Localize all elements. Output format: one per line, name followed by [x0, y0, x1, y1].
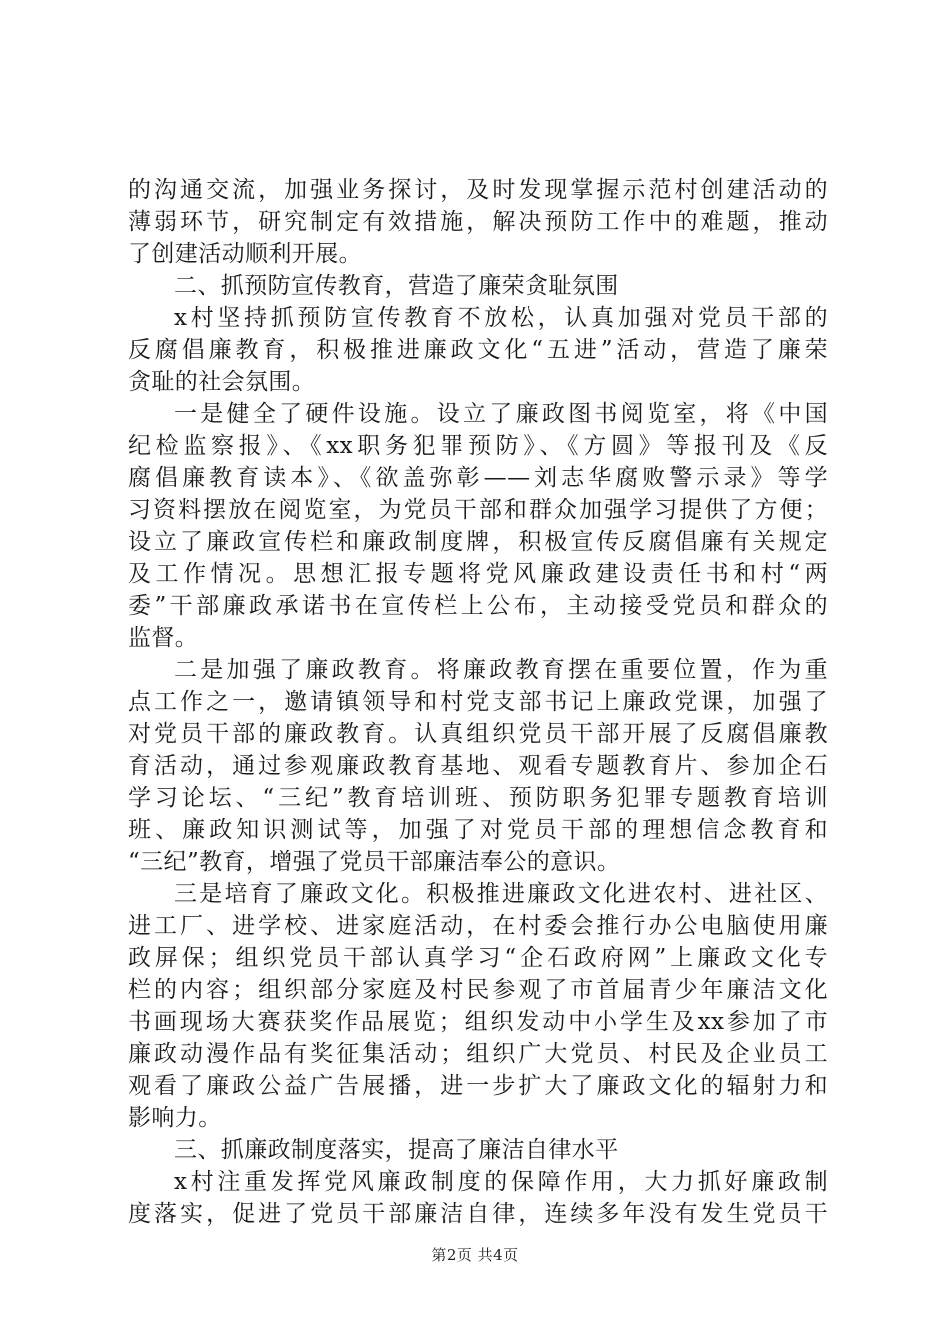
paragraph-line: 三是培育了廉政文化。积极推进廉政文化进农村、进社区、 [174, 881, 828, 907]
paragraph-line: 度落实，促进了党员干部廉洁自律，连续多年没有发生党员干 [128, 1201, 828, 1227]
paragraph-line: 点工作之一，邀请镇领导和村党支部书记上廉政党课，加强了 [128, 689, 828, 715]
paragraph-line: x村坚持抓预防宣传教育不放松，认真加强对党员干部的 [174, 305, 828, 331]
paragraph-line: 贪耻的社会氛围。 [128, 369, 316, 395]
paragraph-line: 学习论坛、“三纪”教育培训班、预防职务犯罪专题教育培训 [128, 785, 828, 811]
paragraph-line: 设立了廉政宣传栏和廉政制度牌，积极宣传反腐倡廉有关规定 [128, 529, 828, 555]
paragraph-line: 书画现场大赛获奖作品展览；组织发动中小学生及xx参加了市 [128, 1009, 828, 1035]
paragraph-line: 二是加强了廉政教育。将廉政教育摆在重要位置，作为重 [174, 657, 828, 683]
page-footer: 第2页 共4页 [431, 1246, 519, 1264]
paragraph-line: 腐倡廉教育读本》、《欲盖弥彰——刘志华腐败警示录》等学 [128, 465, 828, 491]
section-heading: 三、抓廉政制度落实，提高了廉洁自律水平 [174, 1137, 619, 1163]
paragraph-line: 纪检监察报》、《xx职务犯罪预防》、《方圆》等报刊及《反 [128, 433, 828, 459]
paragraph-line: 政屏保；组织党员干部认真学习“企石政府网”上廉政文化专 [128, 945, 828, 971]
paragraph-line: 委”干部廉政承诺书在宣传栏上公布，主动接受党员和群众的 [128, 593, 828, 619]
paragraph-line: 及工作情况。思想汇报专题将党风廉政建设责任书和村“两 [128, 561, 828, 587]
paragraph-line: 育活动，通过参观廉政教育基地、观看专题教育片、参加企石 [128, 753, 828, 779]
paragraph-line: 反腐倡廉教育，积极推进廉政文化“五进”活动，营造了廉荣 [128, 337, 828, 363]
paragraph-line: 的沟通交流，加强业务探讨，及时发现掌握示范村创建活动的 [128, 177, 828, 203]
paragraph-line: 监督。 [128, 625, 199, 651]
paragraph-line: 廉政动漫作品有奖征集活动；组织广大党员、村民及企业员工 [128, 1041, 828, 1067]
section-heading: 二、抓预防宣传教育，营造了廉荣贪耻氛围 [174, 273, 619, 299]
paragraph-line: 对党员干部的廉政教育。认真组织党员干部开展了反腐倡廉教 [128, 721, 828, 747]
paragraph-line: 习资料摆放在阅览室，为党员干部和群众加强学习提供了方便； [128, 497, 828, 523]
paragraph-line: 一是健全了硬件设施。设立了廉政图书阅览室，将《中国 [174, 401, 828, 427]
document-body [128, 174, 828, 1230]
paragraph-line: 班、廉政知识测试等，加强了对党员干部的理想信念教育和 [128, 817, 828, 843]
paragraph-line: “三纪”教育，增强了党员干部廉洁奉公的意识。 [128, 849, 621, 875]
paragraph-line: x村注重发挥党风廉政制度的保障作用，大力抓好廉政制 [174, 1169, 828, 1195]
paragraph-line: 进工厂、进学校、进家庭活动，在村委会推行办公电脑使用廉 [128, 913, 828, 939]
paragraph-line: 了创建活动顺利开展。 [128, 241, 362, 267]
paragraph-line: 栏的内容；组织部分家庭及村民参观了市首届青少年廉洁文化 [128, 977, 828, 1003]
paragraph-line: 薄弱环节，研究制定有效措施，解决预防工作中的难题，推动 [128, 209, 828, 235]
paragraph-line: 观看了廉政公益广告展播，进一步扩大了廉政文化的辐射力和 [128, 1073, 828, 1099]
paragraph-line: 影响力。 [128, 1105, 222, 1131]
